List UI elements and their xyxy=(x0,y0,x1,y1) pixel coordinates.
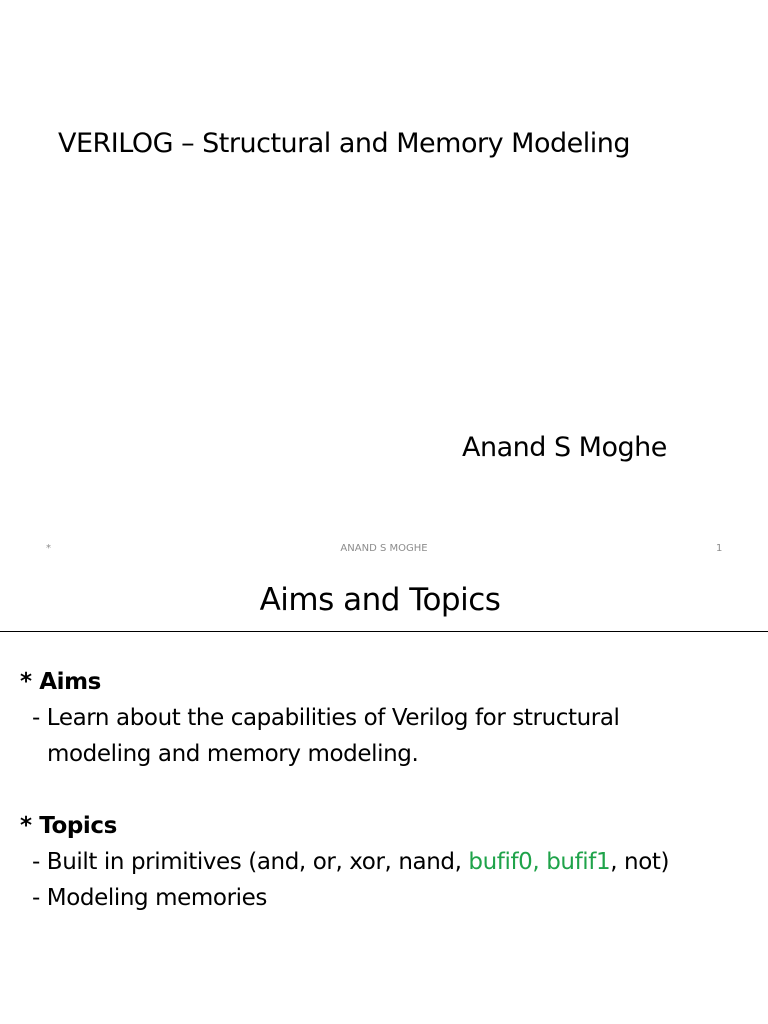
author-name: Anand S Moghe xyxy=(462,432,667,463)
topics-heading: * Topics xyxy=(20,813,117,839)
aims-line-1: - Learn about the capabilities of Verilog for structural xyxy=(32,705,620,731)
slide-2 xyxy=(0,568,768,1024)
aims-heading: * Aims xyxy=(20,669,101,695)
slide-2-title: Aims and Topics xyxy=(259,582,501,618)
topics-memories: - Modeling memories xyxy=(32,885,267,911)
footer-author: ANAND S MOGHE xyxy=(340,543,428,554)
footer-date-placeholder: * xyxy=(46,543,51,554)
primitives-highlight: bufif0, bufif1 xyxy=(468,849,611,875)
title-divider xyxy=(0,631,768,632)
primitives-prefix: - Built in primitives (and, or, xor, nand, xyxy=(32,849,469,875)
footer-page-number: 1 xyxy=(716,543,723,554)
primitives-suffix: , not) xyxy=(610,849,670,875)
topics-primitives xyxy=(20,844,760,880)
spacer xyxy=(20,772,760,808)
slide-1-title: VERILOG – Structural and Memory Modeling xyxy=(58,128,630,159)
aims-line-2: modeling and memory modeling. xyxy=(47,741,419,767)
slide-2-content xyxy=(20,664,760,916)
